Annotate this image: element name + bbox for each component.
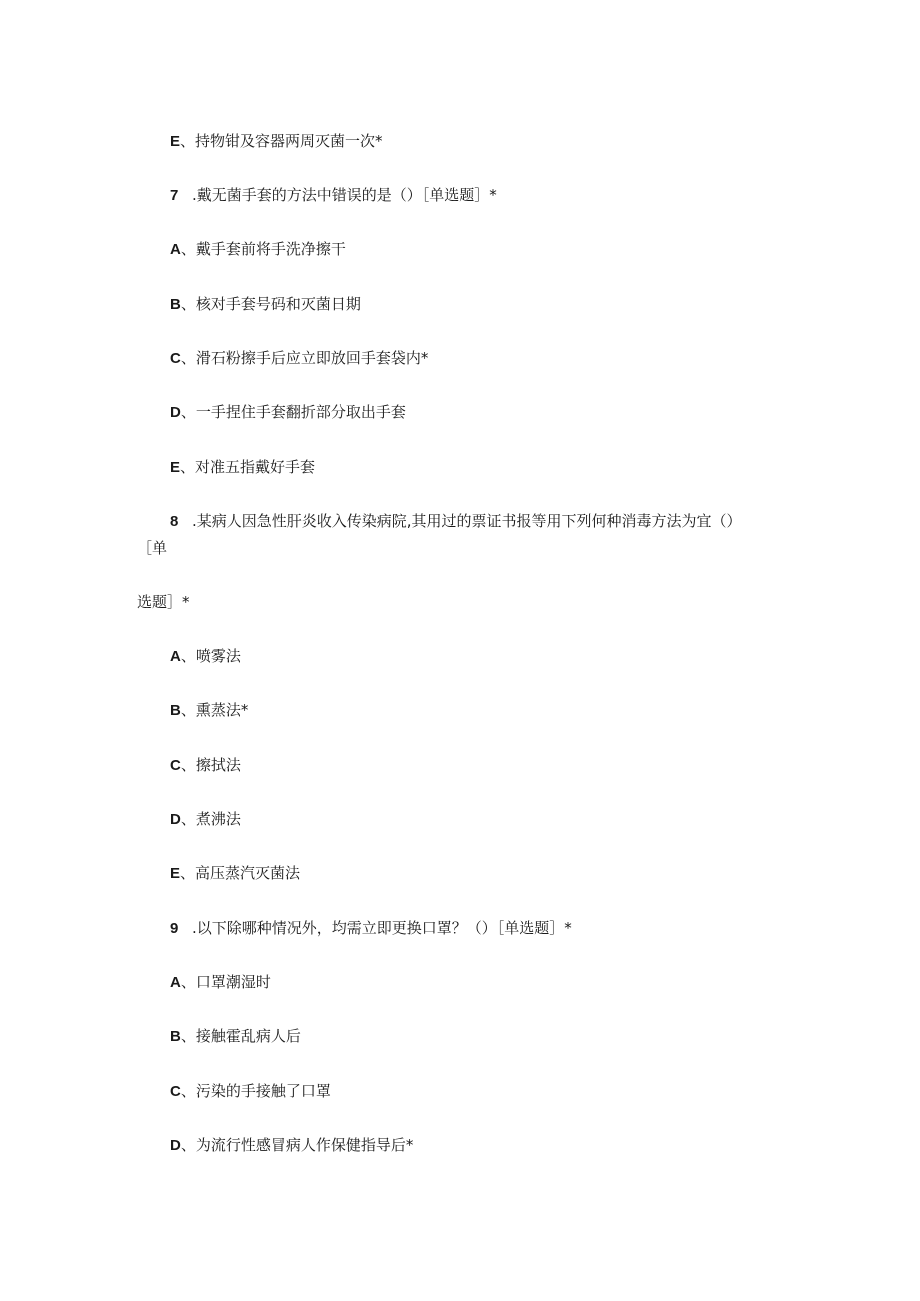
question-number: 9 <box>170 920 179 937</box>
option-text: 、一手捏住手套翻折部分取出手套 <box>180 403 406 421</box>
option-text: 、持物钳及容器两周灭菌一次* <box>180 132 383 150</box>
option-letter: C <box>170 757 181 774</box>
question-number: 8 <box>170 513 179 530</box>
option-a <box>170 646 241 667</box>
option-d <box>170 809 241 830</box>
question-text: .以下除哪种情况外，均需立即更换口罩？（）［单选题］* <box>192 919 572 937</box>
option-letter: A <box>170 241 181 258</box>
question-text: 选题］* <box>137 593 190 611</box>
option-c <box>170 348 428 369</box>
option-letter: B <box>170 1028 181 1045</box>
question-continuation <box>137 538 167 558</box>
option-letter: D <box>170 811 181 828</box>
question-text: ［单 <box>137 539 168 557</box>
option-e <box>170 131 383 152</box>
option-letter: E <box>170 459 181 476</box>
option-text: 、熏蒸法* <box>180 701 249 719</box>
option-text: 、喷雾法 <box>180 647 241 665</box>
option-letter: C <box>170 350 181 367</box>
option-b <box>170 1026 301 1047</box>
option-c <box>170 755 241 776</box>
option-letter: D <box>170 404 181 421</box>
question-text: .某病人因急性肝炎收入传染病院,其用过的票证书报等用下列何种消毒方法为宜（） <box>192 512 742 530</box>
option-letter: B <box>170 702 181 719</box>
option-letter: A <box>170 974 181 991</box>
option-letter: C <box>170 1083 181 1100</box>
question-7 <box>170 185 497 206</box>
option-letter: D <box>170 1137 181 1154</box>
option-letter: E <box>170 865 181 882</box>
question-9 <box>170 918 572 939</box>
option-e <box>170 457 315 478</box>
option-letter: B <box>170 296 181 313</box>
option-text: 、核对手套号码和灭菌日期 <box>180 295 361 313</box>
option-text: 、戴手套前将手洗净擦干 <box>180 240 346 258</box>
option-text: 、污染的手接触了口罩 <box>180 1082 331 1100</box>
question-8 <box>170 511 742 532</box>
option-e <box>170 863 300 884</box>
option-text: 、高压蒸汽灭菌法 <box>180 864 301 882</box>
option-a <box>170 972 271 993</box>
option-text: 、口罩潮湿时 <box>180 973 271 991</box>
option-d <box>170 1135 413 1156</box>
option-text: 、滑石粉擦手后应立即放回手套袋内* <box>180 349 429 367</box>
option-d <box>170 402 406 423</box>
question-number: 7 <box>170 187 179 204</box>
option-b <box>170 700 248 721</box>
option-letter: E <box>170 133 181 150</box>
option-text: 、对准五指戴好手套 <box>180 458 316 476</box>
option-letter: A <box>170 648 181 665</box>
question-continuation <box>137 592 190 612</box>
option-text: 、为流行性感冒病人作保健指导后* <box>180 1136 414 1154</box>
question-text: .戴无菌手套的方法中错误的是（）［单选题］* <box>192 186 497 204</box>
option-text: 、擦拭法 <box>180 756 241 774</box>
option-c <box>170 1081 331 1102</box>
option-b <box>170 294 361 315</box>
option-text: 、煮沸法 <box>180 810 241 828</box>
option-a <box>170 239 346 260</box>
option-text: 、接触霍乱病人后 <box>180 1027 301 1045</box>
